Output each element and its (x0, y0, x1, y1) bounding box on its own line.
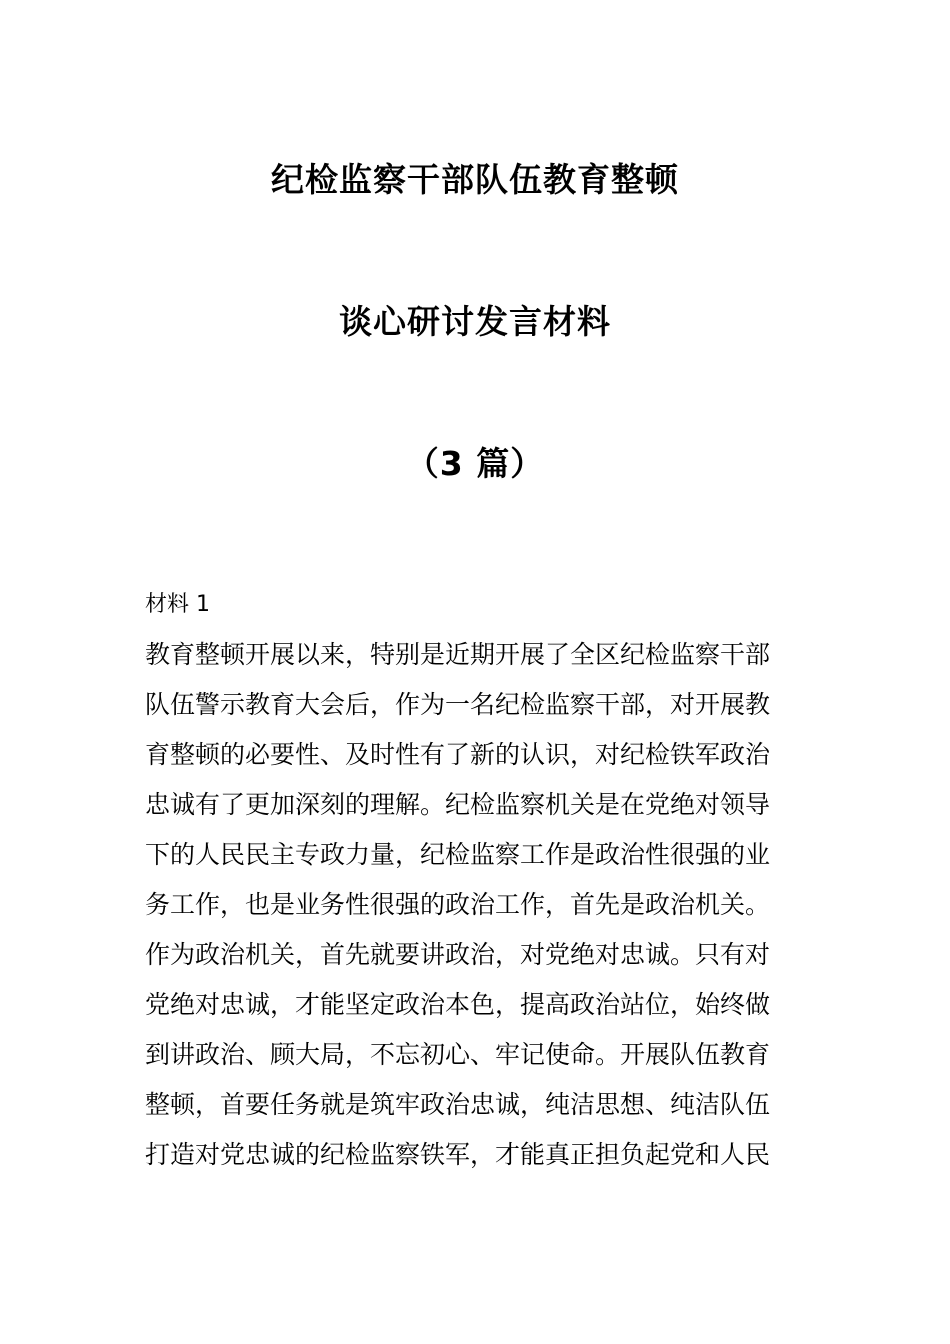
body-line: 整顿，首要任务就是筑牢政治忠诚，纯洁思想、纯洁队伍 (145, 1090, 771, 1119)
document-title-line-2: 谈心研讨发言材料 (339, 302, 611, 341)
body-line: 队伍警示教育大会后，作为一名纪检监察干部，对开展教 (145, 690, 771, 719)
body-line: 务工作，也是业务性很强的政治工作，首先是政治机关。 (145, 890, 771, 919)
body-line: 教育整顿开展以来，特别是近期开展了全区纪检监察干部 (145, 640, 771, 669)
body-line: 下的人民民主专政力量，纪检监察工作是政治性很强的业 (145, 840, 771, 869)
body-line: 打造对党忠诚的纪检监察铁军，才能真正担负起党和人民 (145, 1140, 771, 1169)
body-line: 到讲政治、顾大局，不忘初心、牢记使命。开展队伍教育 (145, 1040, 771, 1069)
body-line: 忠诚有了更加深刻的理解。纪检监察机关是在党绝对领导 (145, 790, 771, 819)
document-title-line-1: 纪检监察干部队伍教育整顿 (271, 160, 679, 199)
document-title-line-3: （3 篇） (405, 444, 545, 483)
body-line: 作为政治机关，首先就要讲政治，对党绝对忠诚。只有对 (145, 940, 771, 969)
section-label: 材料 1 (145, 592, 210, 617)
body-paragraph (145, 630, 810, 1180)
body-line: 育整顿的必要性、及时性有了新的认识，对纪检铁军政治 (145, 740, 771, 769)
body-line: 党绝对忠诚，才能坚定政治本色，提高政治站位，始终做 (145, 990, 771, 1019)
